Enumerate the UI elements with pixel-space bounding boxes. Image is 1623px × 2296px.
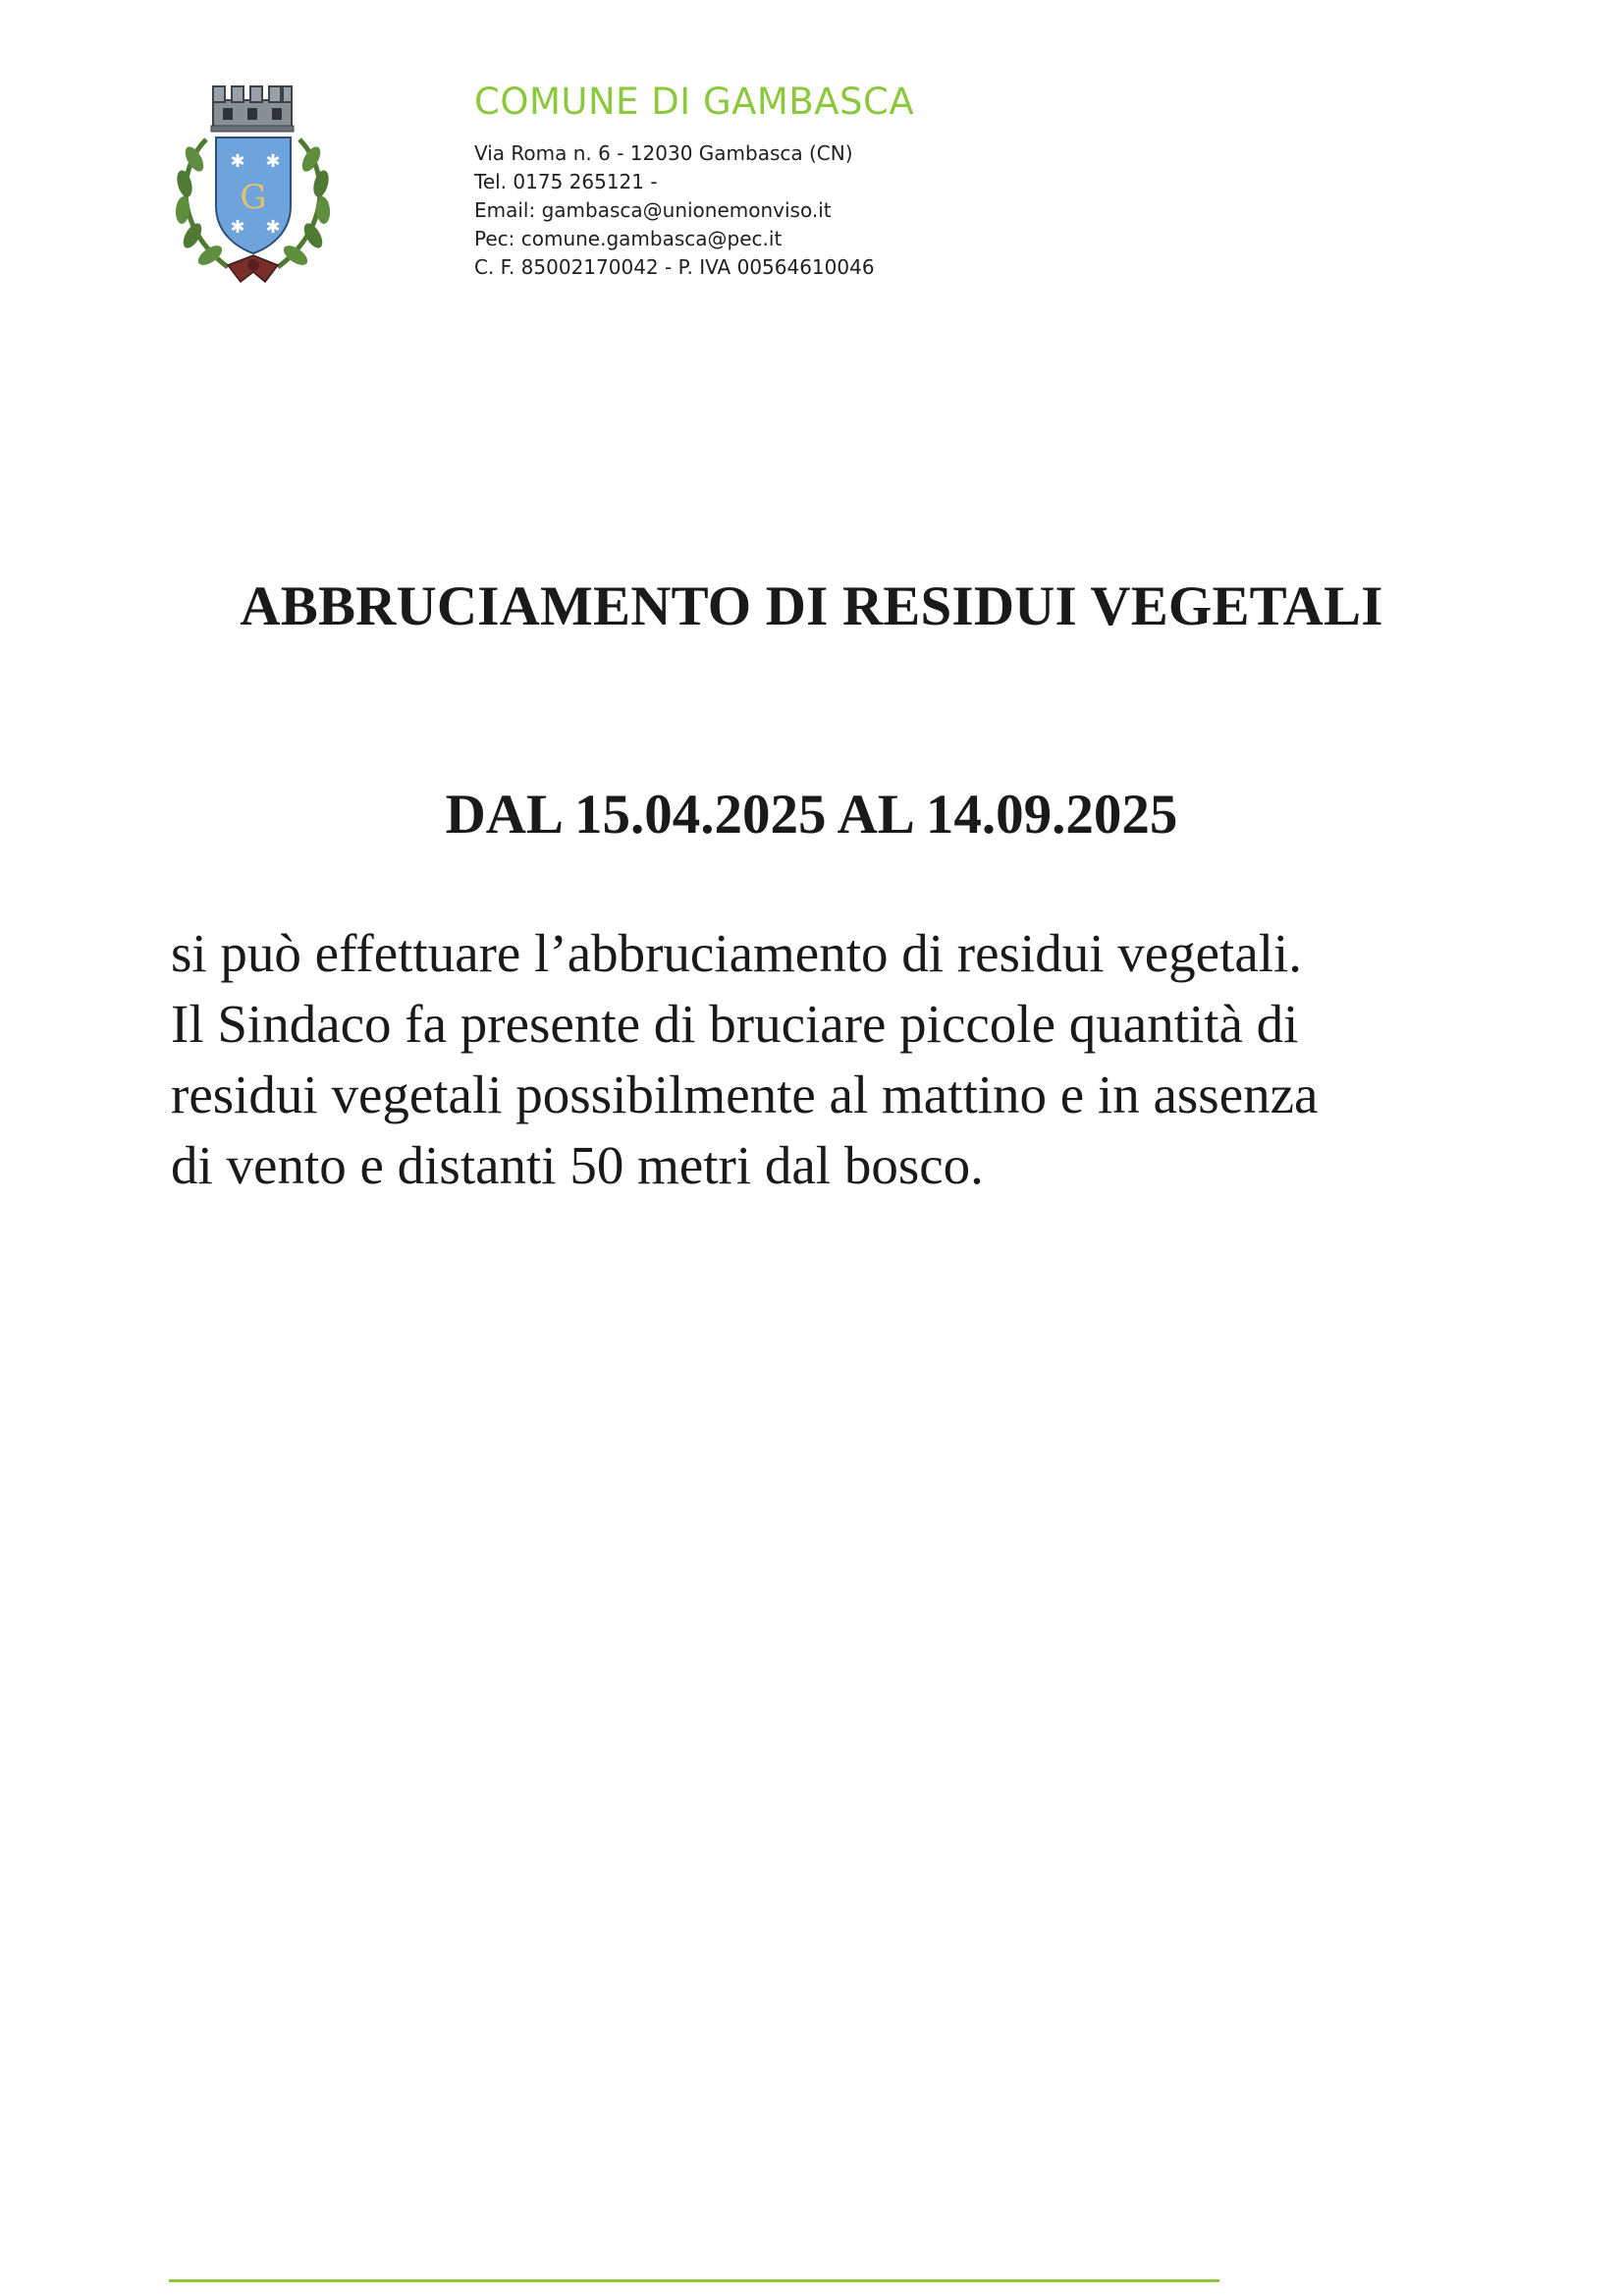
coat-of-arms-icon xyxy=(167,81,339,292)
pec-line: Pec: comune.gambasca@pec.it xyxy=(474,227,783,250)
body-line: residui vegetali possibilmente al mattino e in assenza xyxy=(171,1065,1319,1124)
phone-line: Tel. 0175 265121 - xyxy=(474,170,658,193)
shield-icon xyxy=(216,137,291,253)
tax-ids-line: C. F. 85002170042 - P. IVA 00564610046 xyxy=(474,255,875,279)
notice-period: DAL 15.04.2025 AL 14.09.2025 xyxy=(445,784,1178,846)
letterhead xyxy=(474,79,1162,282)
ribbon-icon xyxy=(228,255,278,282)
body-line: di vento e distanti 50 metri dal bosco. xyxy=(171,1135,984,1195)
organization-name: COMUNE DI GAMBASCA xyxy=(474,81,915,123)
svg-text:✱: ✱ xyxy=(265,151,281,172)
notice-body xyxy=(171,918,1506,1201)
body-line: Il Sindaco fa presente di bruciare piccole quantità di xyxy=(171,994,1299,1054)
footer-divider xyxy=(169,2279,1219,2282)
svg-text:✱: ✱ xyxy=(230,217,245,238)
crown-icon xyxy=(211,86,294,132)
notice-title: ABBRUCIAMENTO DI RESIDUI VEGETALI xyxy=(240,575,1383,637)
shield-letter: G xyxy=(240,178,267,217)
svg-text:✱: ✱ xyxy=(265,217,281,238)
email-line: Email: gambasca@unionemonviso.it xyxy=(474,198,832,222)
body-line: si può effettuare l’abbruciamento di residui vegetali. xyxy=(171,923,1303,983)
svg-text:✱: ✱ xyxy=(230,151,245,172)
address-line: Via Roma n. 6 - 12030 Gambasca (CN) xyxy=(474,141,853,165)
